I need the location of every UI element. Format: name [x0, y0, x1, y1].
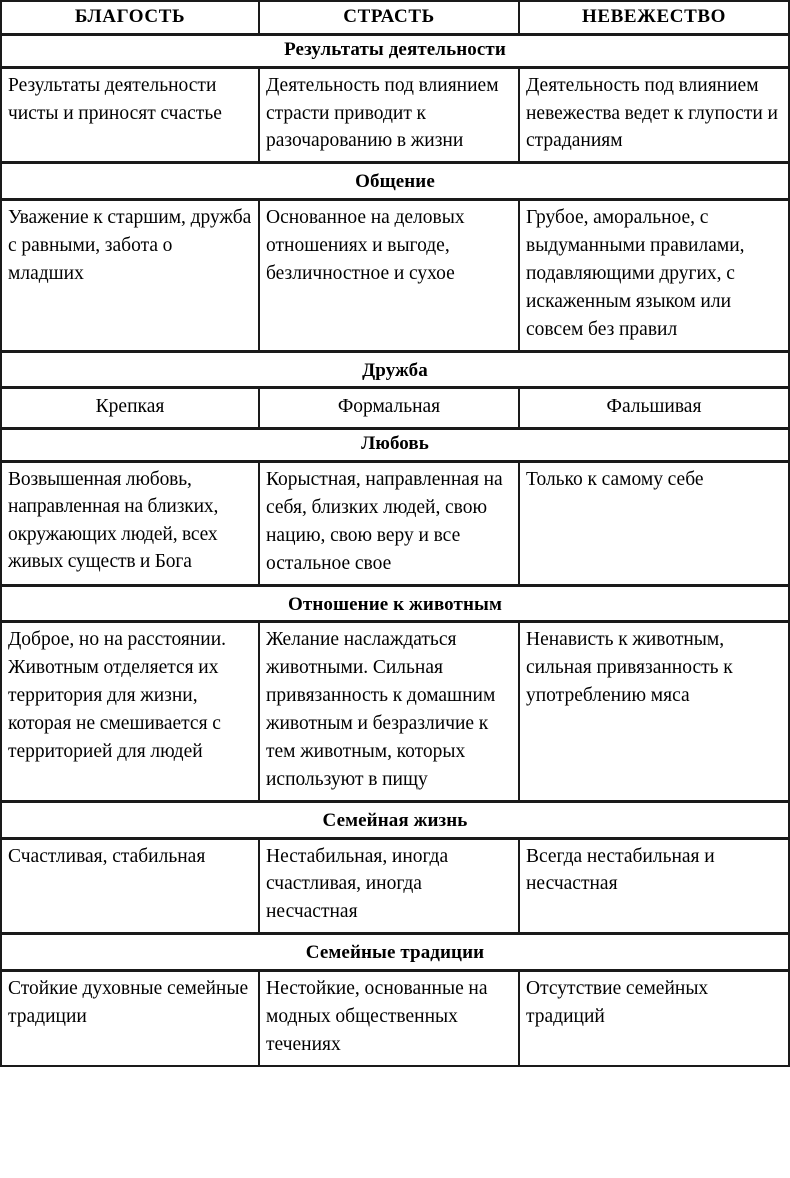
- cell-ignorance: Всегда нестабильная и несчастная: [526, 845, 715, 895]
- cell-passion: Деятельность под влиянием страсти приводит к разочарованию в жизни: [260, 69, 520, 162]
- cell-goodness: Результаты деятельности чисты и приносят счастье: [2, 69, 260, 162]
- cell-goodness: Счастливая, стабильная: [2, 840, 260, 933]
- cell-passion: Основанное на деловых отношениях и выгоде, безличностное и сухое: [260, 201, 520, 349]
- cell-goodness: Крепкая: [2, 389, 260, 427]
- cell-passion: Формальная: [260, 389, 520, 427]
- section-title-animals: Отношение к животным: [2, 591, 788, 624]
- section-title-family-traditions: Семейные традиции: [2, 939, 788, 972]
- table-row: [2, 201, 788, 352]
- cell-passion: Нестабильная, иногда счастливая, иногда несчастная: [260, 840, 520, 933]
- section-title-family-life: Семейная жизнь: [2, 807, 788, 840]
- cell-ignorance: Только к самому себе: [526, 469, 704, 491]
- cell-passion: Желание наслаждаться животными. Сильная привязанность к домашним животным и безразличие к тем животным, которых используют в пищу: [260, 623, 520, 799]
- cell-goodness: Стойкие духовные семейные традиции: [2, 972, 260, 1065]
- cell-passion: Корыстная, направленная на себя, близких людей, свою нацию, свою веру и все остальное свое: [260, 463, 520, 584]
- section-title-results: Результаты деятельности: [2, 36, 788, 69]
- table-row: [2, 840, 788, 936]
- section-title-love: Любовь: [2, 430, 788, 463]
- cell-passion: Нестойкие, основанные на модных общественных течениях: [260, 972, 520, 1065]
- cell-goodness: Уважение к старшим, дружба с равными, забота о младших: [2, 201, 260, 349]
- cell-goodness: Доброе, но на расстоянии. Животным отделяется их территория для жизни, которая не смешивается с территорией для людей: [2, 623, 260, 799]
- section-title-communication: Общение: [2, 168, 788, 201]
- table-row: [2, 623, 788, 802]
- table-row: [2, 972, 788, 1065]
- section-title-friendship: Дружба: [2, 357, 788, 390]
- cell-ignorance: Ненависть к животным, сильная привязанность к употреблению мяса: [526, 629, 733, 707]
- column-header-ignorance: НЕВЕЖЕСТВО: [581, 6, 727, 27]
- column-header-goodness: БЛАГОСТЬ: [2, 2, 260, 33]
- cell-ignorance: Отсутствие семейных традиций: [526, 978, 709, 1027]
- cell-ignorance: Грубое, аморальное, с выдуманными правилами, подавляющими других, с искаженным языком или совсем без правил: [526, 207, 745, 340]
- cell-goodness: Возвышенная любовь, направленная на близких, окружающих людей, всех живых существ и Бога: [2, 463, 260, 584]
- table-header-row: [2, 2, 788, 36]
- cell-ignorance: Деятельность под влиянием невежества ведет к глупости и страданиям: [526, 74, 778, 152]
- table-row: [2, 389, 788, 430]
- column-header-passion: СТРАСТЬ: [260, 2, 520, 33]
- table-row: [2, 463, 788, 587]
- table-row: [2, 69, 788, 165]
- cell-ignorance: Фальшивая: [606, 396, 702, 418]
